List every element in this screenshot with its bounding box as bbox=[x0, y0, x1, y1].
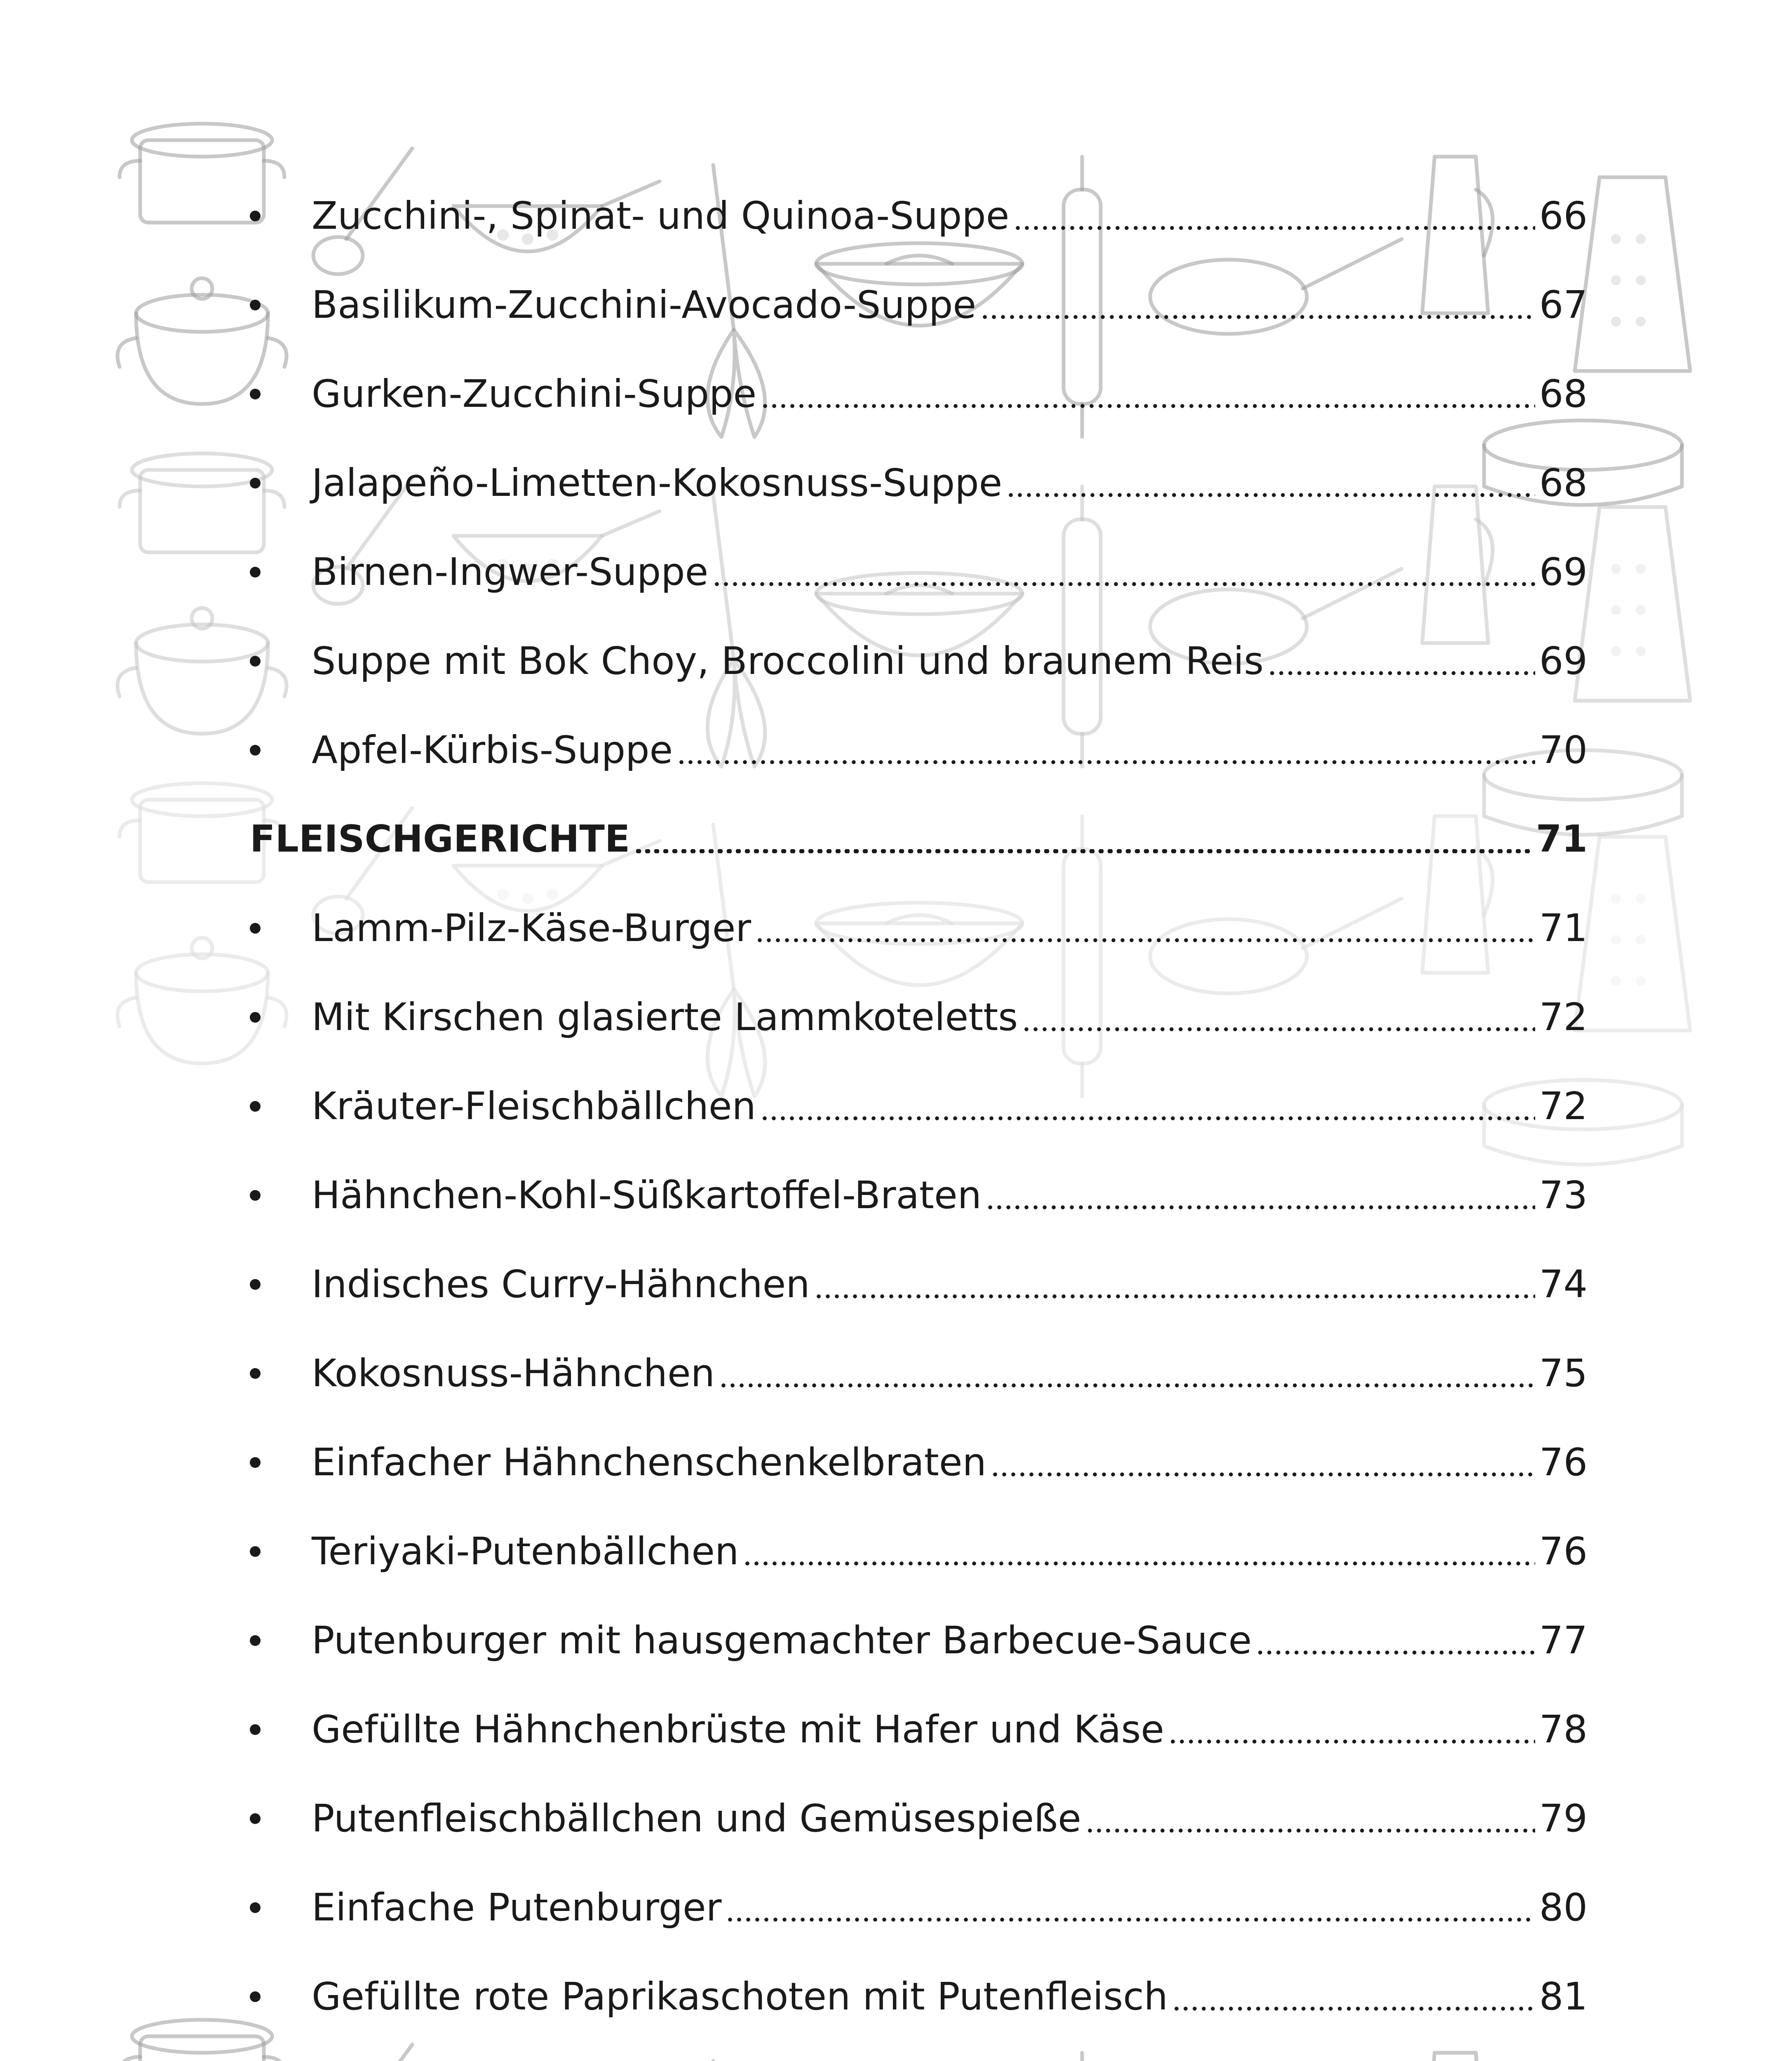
toc-title: Jalapeño-Limetten-Kokosnuss-Suppe bbox=[312, 461, 1003, 505]
toc-page-number: 68 bbox=[1539, 372, 1588, 416]
dot-leader bbox=[712, 582, 1535, 586]
toc-entry[interactable] bbox=[250, 1596, 1588, 1685]
toc-entry[interactable] bbox=[250, 350, 1588, 439]
bullet-icon bbox=[250, 1190, 261, 1201]
dot-leader bbox=[1022, 1027, 1535, 1031]
bullet-icon bbox=[250, 1368, 261, 1379]
toc-entry[interactable] bbox=[250, 884, 1588, 973]
dot-leader bbox=[1013, 226, 1535, 230]
dot-leader bbox=[719, 1383, 1535, 1387]
toc-title: Indisches Curry-Hähnchen bbox=[312, 1262, 810, 1306]
toc-page-number: 81 bbox=[1539, 1974, 1588, 2019]
toc-title: Einfacher Hähnchenschenkelbraten bbox=[312, 1440, 986, 1484]
dot-leader bbox=[1268, 671, 1535, 675]
toc-entry[interactable] bbox=[250, 1863, 1588, 1952]
toc-page-number: 66 bbox=[1539, 194, 1588, 238]
bullet-icon bbox=[250, 1813, 261, 1824]
dot-leader bbox=[1256, 1650, 1535, 1655]
toc-entry[interactable] bbox=[250, 1329, 1588, 1418]
toc-entry[interactable] bbox=[250, 973, 1588, 1062]
toc-title: Einfache Putenburger bbox=[312, 1885, 722, 1930]
dot-leader bbox=[1006, 493, 1535, 497]
toc-section-heading[interactable] bbox=[250, 795, 1588, 884]
bullet-icon bbox=[250, 656, 261, 667]
bullet-icon bbox=[250, 745, 261, 756]
dot-leader bbox=[986, 1205, 1535, 1209]
toc-title: Apfel-Kürbis-Suppe bbox=[312, 728, 673, 772]
dot-leader bbox=[1085, 1829, 1535, 1833]
toc-page-number: 73 bbox=[1539, 1173, 1588, 1217]
toc-page-number: 77 bbox=[1539, 1618, 1588, 1662]
bullet-icon bbox=[250, 1012, 261, 1023]
dot-leader bbox=[634, 849, 1531, 853]
dot-leader bbox=[755, 938, 1535, 942]
toc-page-number: 79 bbox=[1539, 1796, 1588, 1840]
toc-entry[interactable] bbox=[250, 1507, 1588, 1596]
bullet-icon bbox=[250, 923, 261, 934]
toc-title: Mit Kirschen glasierte Lammkoteletts bbox=[312, 995, 1018, 1039]
bullet-icon bbox=[250, 1546, 261, 1557]
toc-title: Kräuter-Fleischbällchen bbox=[312, 1084, 756, 1128]
toc-page-number: 69 bbox=[1539, 639, 1588, 683]
table-of-contents bbox=[250, 171, 1588, 2061]
toc-title: Birnen-Ingwer-Suppe bbox=[312, 550, 709, 594]
toc-page-number: 69 bbox=[1539, 550, 1588, 594]
toc-page-number: 71 bbox=[1539, 906, 1588, 950]
toc-title: Basilikum-Zucchini-Avocado-Suppe bbox=[312, 283, 977, 327]
toc-page-number: 78 bbox=[1539, 1707, 1588, 1751]
toc-title: Gefüllte rote Paprikaschoten mit Putenfleisch bbox=[312, 1974, 1168, 2019]
toc-entry[interactable] bbox=[250, 1774, 1588, 1863]
toc-entry[interactable] bbox=[250, 706, 1588, 795]
toc-title: Teriyaki-Putenbällchen bbox=[312, 1529, 739, 1573]
toc-page-number: 67 bbox=[1539, 283, 1588, 327]
toc-entry[interactable] bbox=[250, 261, 1588, 350]
dot-leader bbox=[814, 1294, 1535, 1298]
dot-leader bbox=[1172, 2007, 1535, 2011]
dot-leader bbox=[760, 1116, 1535, 1120]
toc-entry[interactable] bbox=[250, 617, 1588, 706]
dot-leader bbox=[677, 760, 1535, 764]
toc-title: Gurken-Zucchini-Suppe bbox=[312, 372, 757, 416]
toc-title: FLEISCHGERICHTE bbox=[250, 817, 630, 861]
toc-entry[interactable] bbox=[250, 1151, 1588, 1240]
bullet-icon bbox=[250, 1279, 261, 1290]
toc-title: Gefüllte Hähnchenbrüste mit Hafer und Käse bbox=[312, 1707, 1164, 1751]
toc-entry[interactable] bbox=[250, 439, 1588, 528]
bullet-icon bbox=[250, 211, 261, 221]
toc-title: Lamm-Pilz-Käse-Burger bbox=[312, 906, 752, 950]
toc-title: Kokosnuss-Hähnchen bbox=[312, 1351, 715, 1395]
toc-page-number: 75 bbox=[1539, 1351, 1588, 1395]
toc-page-number: 80 bbox=[1539, 1885, 1588, 1930]
bullet-icon bbox=[250, 1902, 261, 1913]
toc-entry[interactable] bbox=[250, 171, 1588, 261]
toc-entry[interactable] bbox=[250, 1240, 1588, 1329]
bullet-icon bbox=[250, 1101, 261, 1112]
bullet-icon bbox=[250, 1635, 261, 1646]
dot-leader bbox=[726, 1918, 1535, 1922]
toc-title: Suppe mit Bok Choy, Broccolini und braunem Reis bbox=[312, 639, 1264, 683]
toc-entry[interactable] bbox=[250, 1685, 1588, 1774]
toc-page-number: 68 bbox=[1539, 461, 1588, 505]
toc-entry[interactable] bbox=[250, 1062, 1588, 1151]
toc-entry[interactable] bbox=[250, 2041, 1588, 2061]
toc-entry[interactable] bbox=[250, 1418, 1588, 1507]
bullet-icon bbox=[250, 1457, 261, 1468]
dot-leader bbox=[991, 1472, 1535, 1477]
toc-page-number: 70 bbox=[1539, 728, 1588, 772]
toc-entry[interactable] bbox=[250, 1952, 1588, 2041]
toc-page-number: 71 bbox=[1536, 817, 1588, 861]
toc-page-number: 76 bbox=[1539, 1440, 1588, 1484]
bullet-icon bbox=[250, 478, 261, 488]
toc-page-number: 74 bbox=[1539, 1262, 1588, 1306]
bullet-icon bbox=[250, 567, 261, 577]
toc-title: Putenfleischbällchen und Gemüsespieße bbox=[312, 1796, 1081, 1840]
bullet-icon bbox=[250, 1724, 261, 1735]
dot-leader bbox=[980, 315, 1535, 319]
toc-entry[interactable] bbox=[250, 528, 1588, 617]
toc-title: Hähnchen-Kohl-Süßkartoffel-Braten bbox=[312, 1173, 982, 1217]
bullet-icon bbox=[250, 1991, 261, 2002]
toc-title: Zucchini-, Spinat- und Quinoa-Suppe bbox=[312, 194, 1010, 238]
bullet-icon bbox=[250, 300, 261, 310]
dot-leader bbox=[743, 1561, 1535, 1566]
toc-page-number: 76 bbox=[1539, 1529, 1588, 1573]
bullet-icon bbox=[250, 389, 261, 399]
toc-page-number: 72 bbox=[1539, 995, 1588, 1039]
dot-leader bbox=[761, 404, 1535, 408]
dot-leader bbox=[1168, 1739, 1535, 1744]
toc-page-number: 72 bbox=[1539, 1084, 1588, 1128]
toc-title: Putenburger mit hausgemachter Barbecue-Sauce bbox=[312, 1618, 1252, 1662]
